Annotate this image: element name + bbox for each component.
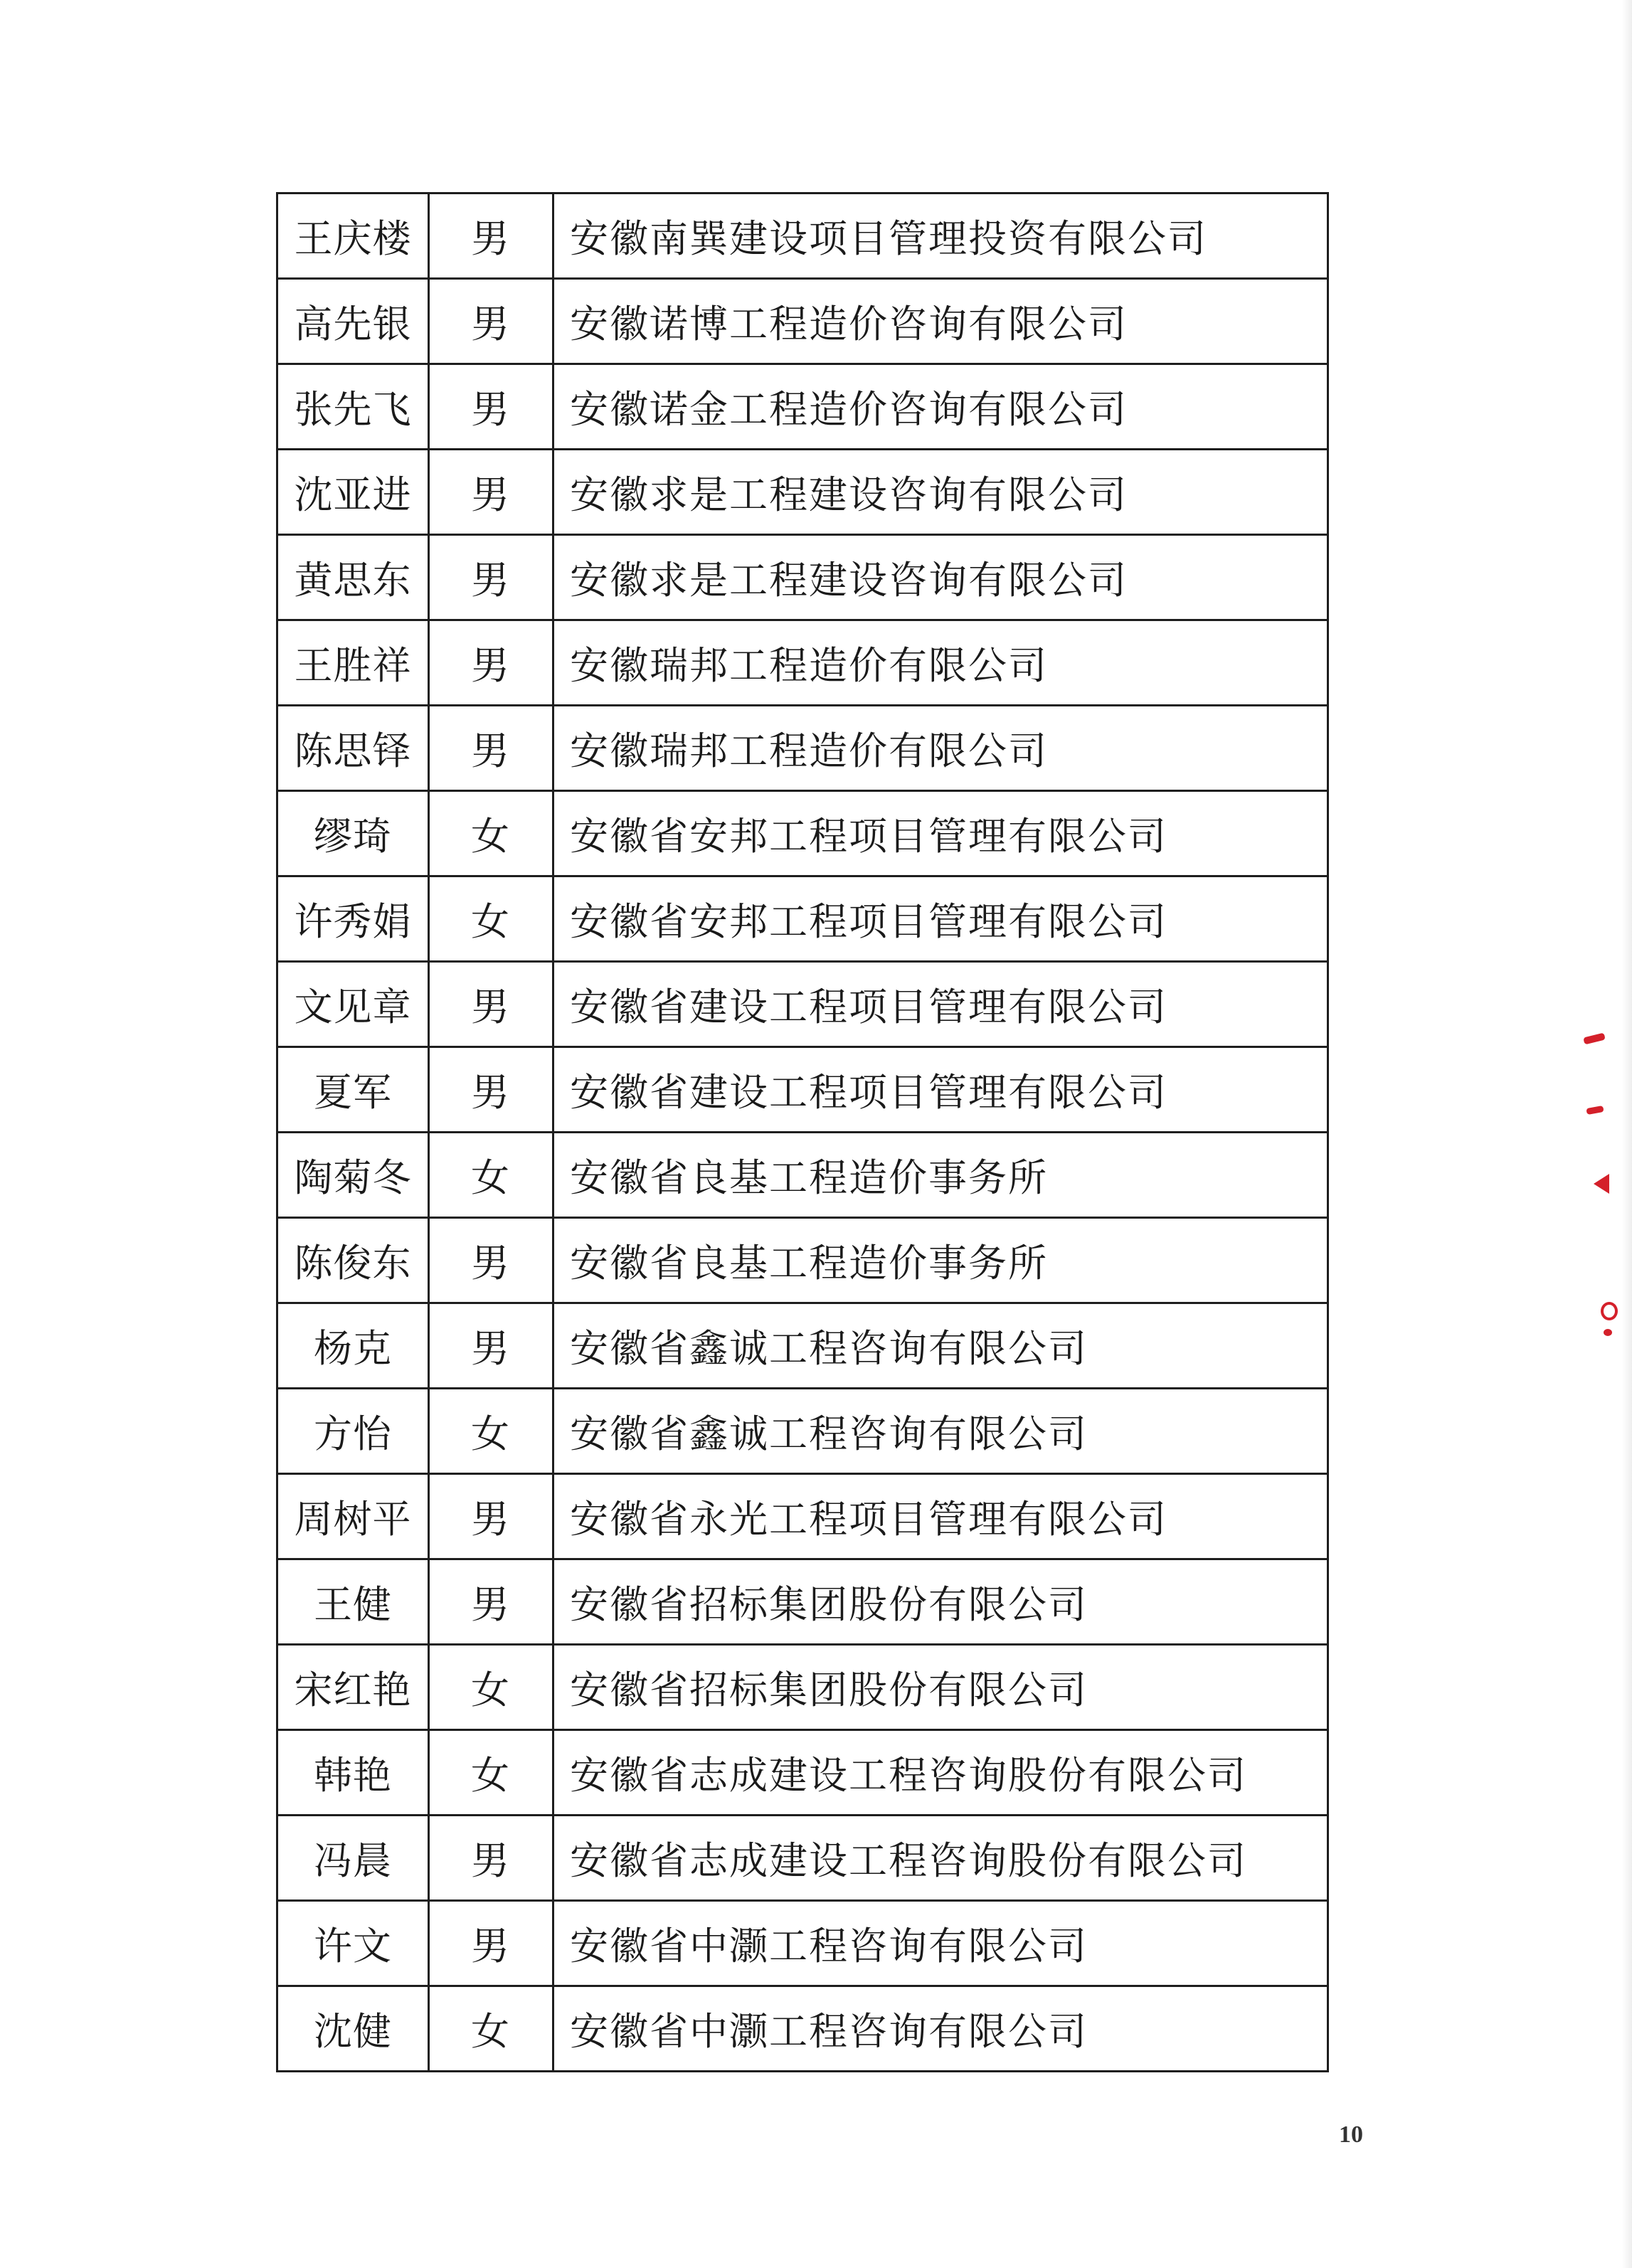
person-name: 夏军 <box>277 1047 429 1133</box>
person-organization: 安徽南巽建设项目管理投资有限公司 <box>553 194 1328 279</box>
person-organization: 安徽省鑫诚工程咨询有限公司 <box>553 1389 1328 1474</box>
table-row <box>277 876 1328 962</box>
person-gender: 男 <box>429 962 553 1047</box>
person-organization: 安徽省中灏工程咨询有限公司 <box>553 1986 1328 2072</box>
person-gender: 男 <box>429 535 553 620</box>
table-row <box>277 1218 1328 1303</box>
person-name: 陈思铎 <box>277 706 429 791</box>
person-gender: 男 <box>429 1047 553 1133</box>
person-gender: 男 <box>429 450 553 535</box>
person-organization: 安徽省安邦工程项目管理有限公司 <box>553 876 1328 962</box>
table-row <box>277 1303 1328 1389</box>
person-name: 沈健 <box>277 1986 429 2072</box>
table-row <box>277 535 1328 620</box>
person-name: 周树平 <box>277 1474 429 1559</box>
person-name: 高先银 <box>277 279 429 364</box>
person-name: 黄思东 <box>277 535 429 620</box>
person-organization: 安徽省志成建设工程咨询股份有限公司 <box>553 1730 1328 1816</box>
person-gender: 男 <box>429 279 553 364</box>
table-row <box>277 1133 1328 1218</box>
red-margin-mark <box>1583 1033 1606 1045</box>
table-row <box>277 791 1328 876</box>
table-row <box>277 1901 1328 1986</box>
person-organization: 安徽省建设工程项目管理有限公司 <box>553 962 1328 1047</box>
person-name: 王胜祥 <box>277 620 429 706</box>
person-organization: 安徽瑞邦工程造价有限公司 <box>553 706 1328 791</box>
table-row <box>277 279 1328 364</box>
red-margin-mark <box>1594 1174 1609 1194</box>
person-organization: 安徽瑞邦工程造价有限公司 <box>553 620 1328 706</box>
red-margin-mark <box>1586 1106 1604 1115</box>
person-gender: 男 <box>429 620 553 706</box>
person-organization: 安徽省良基工程造价事务所 <box>553 1218 1328 1303</box>
table-row <box>277 620 1328 706</box>
red-margin-mark <box>1601 1302 1618 1320</box>
person-organization: 安徽省鑫诚工程咨询有限公司 <box>553 1303 1328 1389</box>
red-margin-mark <box>1604 1329 1612 1336</box>
person-name: 宋红艳 <box>277 1645 429 1730</box>
person-name: 杨克 <box>277 1303 429 1389</box>
person-gender: 女 <box>429 1133 553 1218</box>
person-organization: 安徽诺金工程造价咨询有限公司 <box>553 364 1328 450</box>
person-gender: 男 <box>429 1816 553 1901</box>
person-organization: 安徽省安邦工程项目管理有限公司 <box>553 791 1328 876</box>
page-edge-shadow <box>1622 0 1632 2268</box>
person-organization: 安徽省中灏工程咨询有限公司 <box>553 1901 1328 1986</box>
person-organization: 安徽省志成建设工程咨询股份有限公司 <box>553 1816 1328 1901</box>
person-organization: 安徽省永光工程项目管理有限公司 <box>553 1474 1328 1559</box>
person-organization: 安徽诺博工程造价咨询有限公司 <box>553 279 1328 364</box>
person-organization: 安徽省招标集团股份有限公司 <box>553 1559 1328 1645</box>
person-organization: 安徽省建设工程项目管理有限公司 <box>553 1047 1328 1133</box>
person-name: 王庆楼 <box>277 194 429 279</box>
table-row <box>277 1047 1328 1133</box>
person-gender: 男 <box>429 364 553 450</box>
person-gender: 男 <box>429 706 553 791</box>
person-name: 缪琦 <box>277 791 429 876</box>
person-name: 王健 <box>277 1559 429 1645</box>
person-organization: 安徽省招标集团股份有限公司 <box>553 1645 1328 1730</box>
person-gender: 女 <box>429 876 553 962</box>
table-row <box>277 706 1328 791</box>
table-row <box>277 1730 1328 1816</box>
person-gender: 女 <box>429 791 553 876</box>
person-organization: 安徽省良基工程造价事务所 <box>553 1133 1328 1218</box>
personnel-table <box>276 192 1329 2072</box>
person-gender: 男 <box>429 1559 553 1645</box>
person-organization: 安徽求是工程建设咨询有限公司 <box>553 535 1328 620</box>
person-name: 陶菊冬 <box>277 1133 429 1218</box>
person-gender: 女 <box>429 1986 553 2072</box>
table-row <box>277 1389 1328 1474</box>
person-name: 张先飞 <box>277 364 429 450</box>
person-gender: 女 <box>429 1389 553 1474</box>
person-name: 许文 <box>277 1901 429 1986</box>
table-row <box>277 1559 1328 1645</box>
person-gender: 男 <box>429 1901 553 1986</box>
person-name: 冯晨 <box>277 1816 429 1901</box>
table-row <box>277 1986 1328 2072</box>
person-name: 沈亚进 <box>277 450 429 535</box>
table-row <box>277 1645 1328 1730</box>
page-number: 10 <box>1339 2121 1363 2148</box>
person-organization: 安徽求是工程建设咨询有限公司 <box>553 450 1328 535</box>
person-gender: 女 <box>429 1730 553 1816</box>
person-name: 方怡 <box>277 1389 429 1474</box>
table-row <box>277 1816 1328 1901</box>
person-gender: 男 <box>429 1218 553 1303</box>
person-gender: 男 <box>429 1303 553 1389</box>
personnel-table-body <box>277 194 1328 2072</box>
person-name: 韩艳 <box>277 1730 429 1816</box>
person-name: 陈俊东 <box>277 1218 429 1303</box>
table-row <box>277 194 1328 279</box>
table-row <box>277 364 1328 450</box>
person-name: 许秀娟 <box>277 876 429 962</box>
person-gender: 男 <box>429 194 553 279</box>
person-gender: 男 <box>429 1474 553 1559</box>
table-row <box>277 450 1328 535</box>
person-gender: 女 <box>429 1645 553 1730</box>
table-row <box>277 1474 1328 1559</box>
person-name: 文见章 <box>277 962 429 1047</box>
table-row <box>277 962 1328 1047</box>
